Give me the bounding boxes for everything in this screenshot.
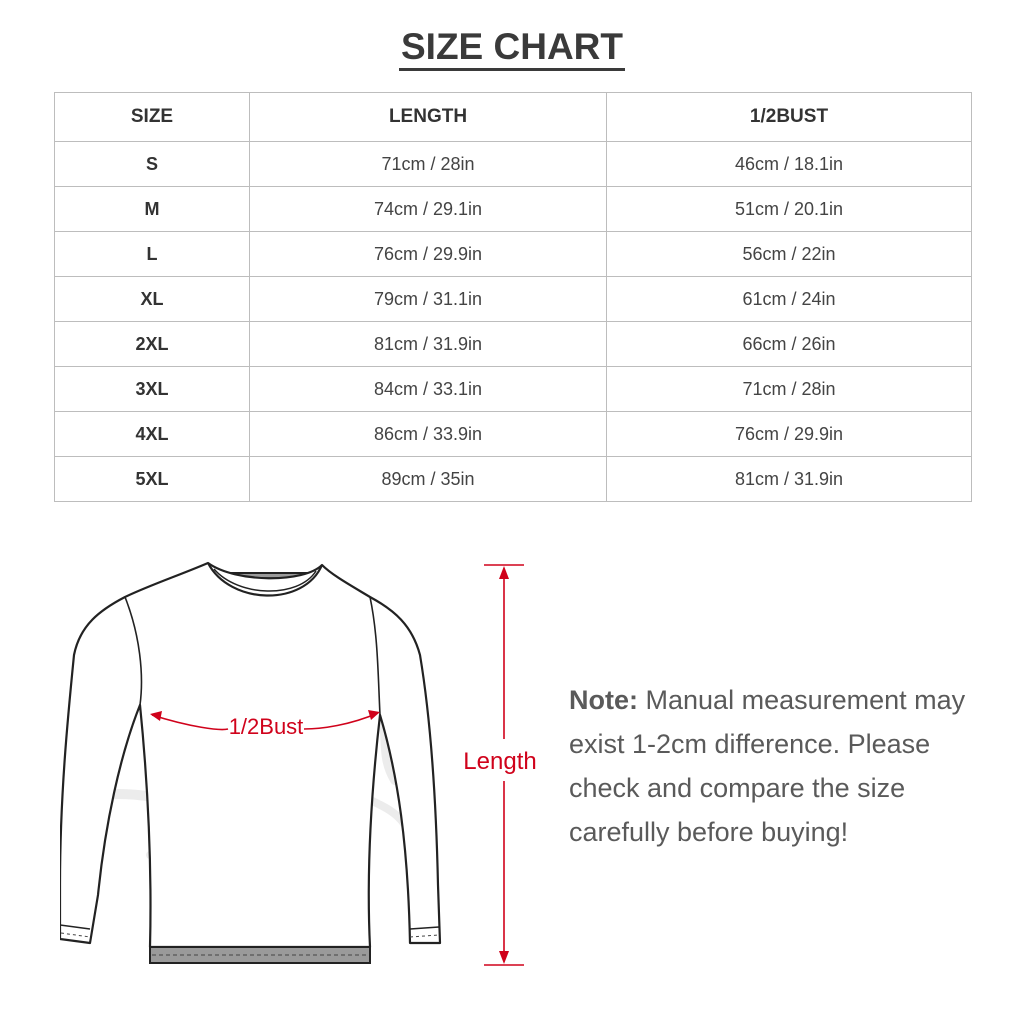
- length-cell: 86cm / 33.9in: [250, 412, 607, 457]
- table-header-row: [55, 93, 972, 142]
- bust-cell: 66cm / 26in: [607, 322, 972, 367]
- shirt-diagram: [60, 555, 560, 975]
- table-row: [55, 232, 972, 277]
- length-cell: 76cm / 29.9in: [250, 232, 607, 277]
- bust-cell: 51cm / 20.1in: [607, 187, 972, 232]
- length-cell: 84cm / 33.1in: [250, 367, 607, 412]
- length-cell: 79cm / 31.1in: [250, 277, 607, 322]
- length-label: Length: [463, 748, 537, 775]
- size-cell: 4XL: [55, 412, 250, 457]
- table-row: [55, 457, 972, 502]
- size-cell: 3XL: [55, 367, 250, 412]
- table-row: [55, 322, 972, 367]
- length-cell: 81cm / 31.9in: [250, 322, 607, 367]
- size-cell: XL: [55, 277, 250, 322]
- column-header-size: SIZE: [55, 93, 250, 142]
- size-cell: M: [55, 187, 250, 232]
- table-row: [55, 367, 972, 412]
- bust-cell: 46cm / 18.1in: [607, 142, 972, 187]
- note-block: [569, 678, 989, 854]
- size-table: [54, 92, 972, 502]
- table-row: [55, 277, 972, 322]
- bust-cell: 56cm / 22in: [607, 232, 972, 277]
- bust-cell: 81cm / 31.9in: [607, 457, 972, 502]
- column-header-bust: 1/2BUST: [607, 93, 972, 142]
- long-sleeve-shirt-illustration: [60, 563, 440, 963]
- note-text: Manual measurement may exist 1-2cm difference. Please check and compare the size carefully before buying!: [569, 685, 966, 847]
- size-chart-title-wrap: [0, 26, 1024, 71]
- note-label: Note:: [569, 685, 638, 715]
- table-row: [55, 187, 972, 232]
- length-cell: 74cm / 29.1in: [250, 187, 607, 232]
- size-cell: S: [55, 142, 250, 187]
- bust-cell: 76cm / 29.9in: [607, 412, 972, 457]
- column-header-length: LENGTH: [250, 93, 607, 142]
- bust-label: 1/2Bust: [228, 714, 304, 739]
- page-title: SIZE CHART: [399, 26, 625, 71]
- bust-cell: 71cm / 28in: [607, 367, 972, 412]
- size-cell: 2XL: [55, 322, 250, 367]
- size-cell: L: [55, 232, 250, 277]
- length-measurement: [463, 565, 536, 965]
- length-cell: 71cm / 28in: [250, 142, 607, 187]
- table-row: [55, 412, 972, 457]
- table-row: [55, 142, 972, 187]
- length-cell: 89cm / 35in: [250, 457, 607, 502]
- size-cell: 5XL: [55, 457, 250, 502]
- bust-cell: 61cm / 24in: [607, 277, 972, 322]
